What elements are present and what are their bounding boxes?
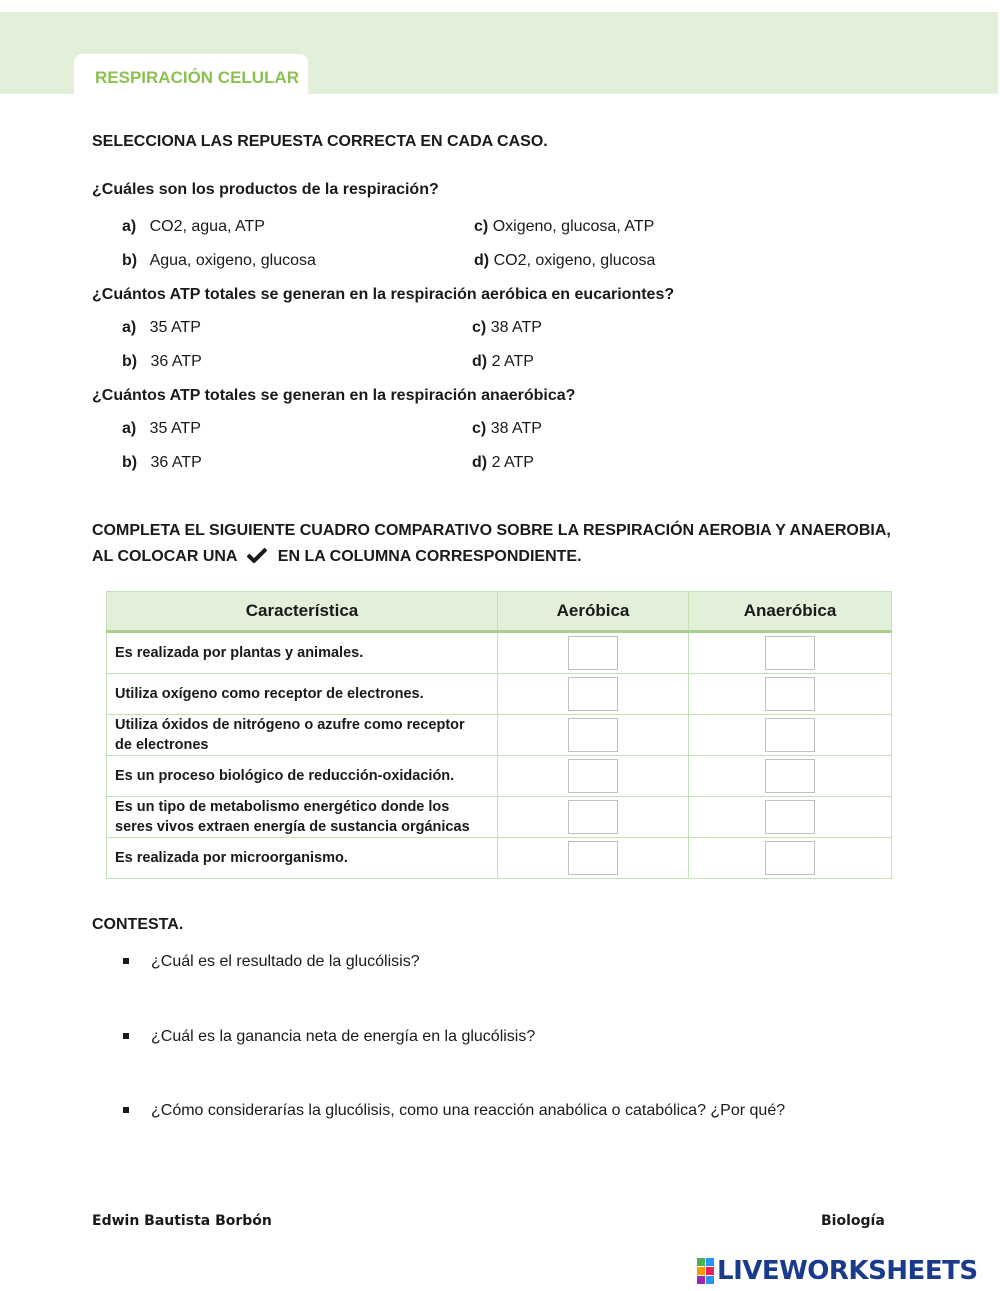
table-row xyxy=(107,756,892,797)
option-2a[interactable]: a) 35 ATP xyxy=(122,319,201,336)
header-aerobica: Aeróbica xyxy=(498,592,689,632)
question-2: ¿Cuántos ATP totales se generan en la respiración aeróbica en eucariontes? xyxy=(92,286,675,303)
aerobica-checkbox[interactable] xyxy=(568,636,618,670)
option-3d[interactable]: d) 2 ATP xyxy=(472,454,534,471)
section3-instruction: CONTESTA. xyxy=(92,916,184,933)
aerobica-checkbox[interactable] xyxy=(568,718,618,752)
row-characteristic: Es realizada por plantas y animales. xyxy=(107,632,498,674)
question-3: ¿Cuántos ATP totales se generan en la respiración anaeróbica? xyxy=(92,387,576,404)
anaerobica-checkbox[interactable] xyxy=(765,800,815,834)
aerobica-checkbox[interactable] xyxy=(568,800,618,834)
anaerobica-checkbox[interactable] xyxy=(765,718,815,752)
section2-instruction-line2: AL COLOCAR UNA EN LA COLUMNA CORRESPONDIENTE. xyxy=(92,548,582,565)
table-row xyxy=(107,797,892,838)
bullet-icon xyxy=(123,958,129,964)
row-characteristic: Es un proceso biológico de reducción-oxidación. xyxy=(107,756,498,797)
brand-name: LIVEWORKSHEETS xyxy=(717,1256,978,1286)
row-characteristic: Es realizada por microorganismo. xyxy=(107,838,498,879)
open-question-3: ¿Cómo considerarías la glucólisis, como una reacción anabólica o catabólica? ¿Por qué? xyxy=(151,1102,786,1119)
subject-name: Biología xyxy=(821,1213,885,1229)
author-name: Edwin Bautista Borbón xyxy=(92,1213,272,1229)
comparison-table xyxy=(106,591,892,879)
table-row xyxy=(107,715,892,756)
bullet-icon xyxy=(123,1033,129,1039)
page-title: RESPIRACIÓN CELULAR xyxy=(95,68,300,87)
liveworksheets-icon xyxy=(697,1258,714,1284)
bullet-icon xyxy=(123,1107,129,1113)
open-question-1: ¿Cuál es el resultado de la glucólisis? xyxy=(151,953,420,970)
header-caracteristica: Característica xyxy=(107,592,498,632)
row-characteristic: Utiliza oxígeno como receptor de electrones. xyxy=(107,674,498,715)
aerobica-checkbox[interactable] xyxy=(568,759,618,793)
aerobica-checkbox[interactable] xyxy=(568,841,618,875)
option-1d[interactable]: d) CO2, oxigeno, glucosa xyxy=(474,252,656,269)
table-row xyxy=(107,632,892,674)
open-question-2: ¿Cuál es la ganancia neta de energía en la glucólisis? xyxy=(151,1028,536,1045)
option-1b[interactable]: b) Agua, oxigeno, glucosa xyxy=(122,252,316,269)
option-1c[interactable]: c) Oxigeno, glucosa, ATP xyxy=(474,218,655,235)
checkmark-icon xyxy=(247,547,267,563)
row-characteristic: Es un tipo de metabolismo energético donde los seres vivos extraen energía de sustancia orgánicas xyxy=(107,797,498,838)
anaerobica-checkbox[interactable] xyxy=(765,636,815,670)
option-2d[interactable]: d) 2 ATP xyxy=(472,353,534,370)
option-1a[interactable]: a) CO2, agua, ATP xyxy=(122,218,265,235)
header-anaerobica: Anaeróbica xyxy=(689,592,892,632)
liveworksheets-logo xyxy=(697,1257,978,1285)
table-row xyxy=(107,838,892,879)
anaerobica-checkbox[interactable] xyxy=(765,759,815,793)
option-2b[interactable]: b) 36 ATP xyxy=(122,353,202,370)
anaerobica-checkbox[interactable] xyxy=(765,841,815,875)
anaerobica-checkbox[interactable] xyxy=(765,677,815,711)
row-characteristic: Utiliza óxidos de nitrógeno o azufre como receptor de electrones xyxy=(107,715,498,756)
question-1: ¿Cuáles son los productos de la respiración? xyxy=(92,181,439,198)
option-3c[interactable]: c) 38 ATP xyxy=(472,420,542,437)
table-row xyxy=(107,674,892,715)
aerobica-checkbox[interactable] xyxy=(568,677,618,711)
section2-instruction: COMPLETA EL SIGUIENTE CUADRO COMPARATIVO SOBRE LA RESPIRACIÓN AEROBIA Y ANAEROBIA, xyxy=(92,522,891,539)
option-3b[interactable]: b) 36 ATP xyxy=(122,454,202,471)
option-3a[interactable]: a) 35 ATP xyxy=(122,420,201,437)
section1-instruction: SELECCIONA LAS REPUESTA CORRECTA EN CADA CASO. xyxy=(92,133,548,150)
option-2c[interactable]: c) 38 ATP xyxy=(472,319,542,336)
